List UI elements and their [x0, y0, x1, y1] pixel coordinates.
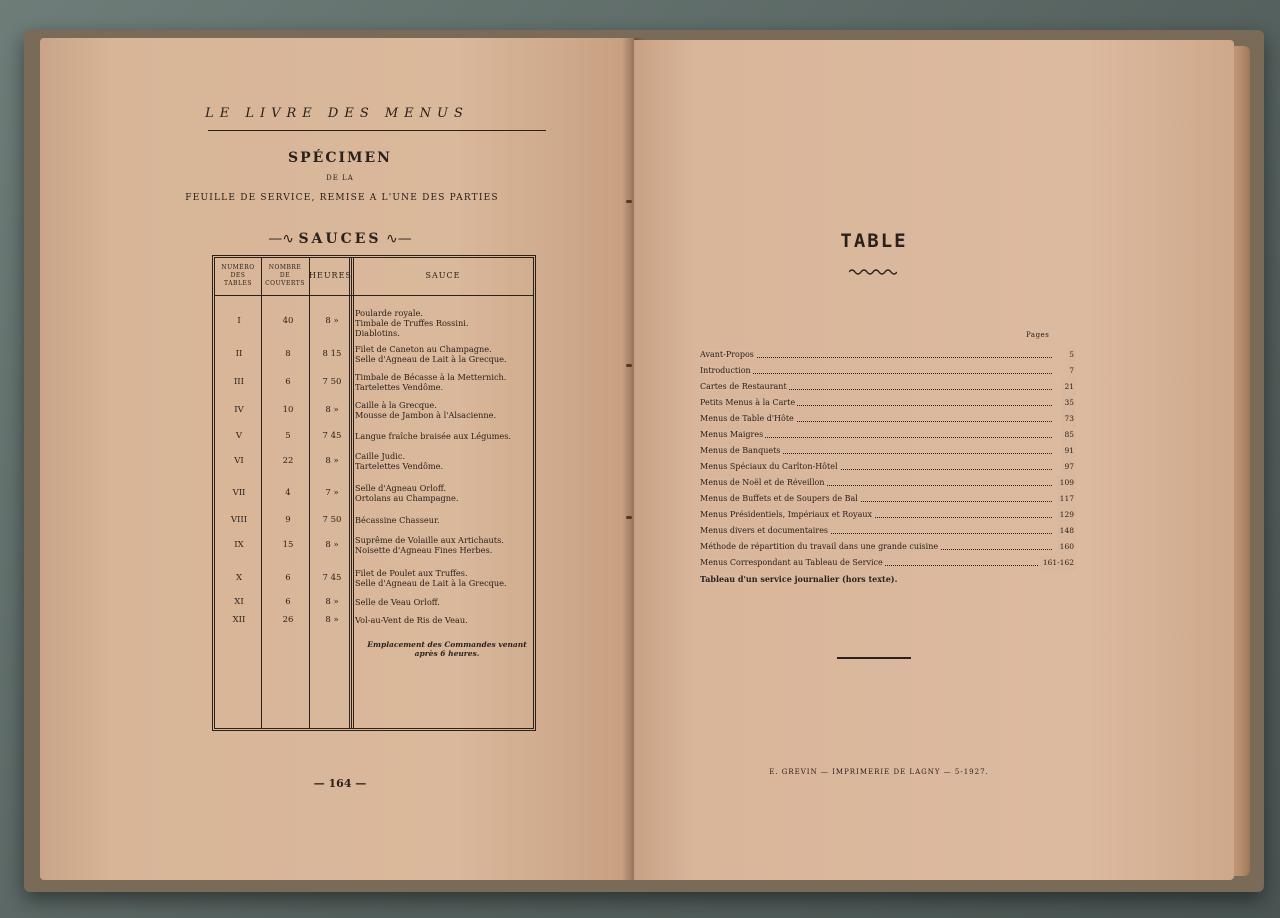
page-number: — 164 — — [313, 777, 367, 790]
toc-title: Introduction — [700, 366, 751, 375]
toc-page: 129 — [1057, 507, 1076, 523]
header-numero-line3: TABLES — [224, 280, 252, 287]
dish-line: Bécassine Chasseur. — [355, 515, 440, 525]
row-heures: 7 45 — [322, 431, 342, 441]
row-couverts: 4 — [285, 488, 291, 498]
table-of-contents — [700, 347, 1076, 587]
table-row — [215, 483, 533, 510]
toc-page: 97 — [1061, 459, 1076, 475]
sauces-title: SAUCES — [298, 231, 382, 247]
toc-entry — [700, 395, 1076, 411]
toc-title: Avant-Propos — [700, 350, 754, 359]
header-numero — [215, 264, 261, 288]
row-heures: 7 » — [325, 488, 339, 498]
toc-entry — [700, 363, 1076, 379]
dish-line: Caille à la Grecque. — [355, 400, 437, 410]
dish-line: Filet de Caneton au Champagne. — [355, 344, 492, 354]
dish-line: Mousse de Jambon à l'Alsacienne. — [355, 410, 497, 420]
toc-title: Menus de Table d'Hôte — [700, 414, 794, 423]
dish-line: Ortolans au Champagne. — [355, 493, 459, 503]
ornament-right-icon: ∿— — [381, 231, 412, 247]
toc-title: Cartes de Restaurant — [700, 382, 787, 391]
dish-line: Selle d'Agneau Orloff. — [355, 483, 446, 493]
toc-entry — [700, 523, 1076, 539]
toc-entry — [700, 491, 1076, 507]
dish-line: Langue fraîche braisée aux Légumes. — [355, 431, 512, 441]
table-row — [215, 451, 533, 478]
row-couverts: 15 — [282, 540, 294, 550]
table-row — [215, 344, 533, 371]
service-sheet-table — [212, 255, 536, 731]
left-page — [40, 38, 634, 880]
table-row — [215, 400, 533, 427]
row-couverts: 8 — [285, 349, 291, 359]
dish-line: Vol-au-Vent de Ris de Veau. — [355, 615, 468, 625]
toc-page: 5 — [1066, 347, 1076, 363]
toc-entry — [700, 443, 1076, 459]
row-couverts: 40 — [282, 316, 294, 326]
dish-line: Diablotins. — [355, 328, 400, 338]
row-table-number: X — [235, 573, 243, 583]
row-couverts: 26 — [282, 615, 294, 625]
toc-entry — [700, 507, 1076, 523]
row-table-number: II — [235, 349, 243, 359]
dish-line: Tartelettes Vendôme. — [355, 382, 444, 392]
toc-page: 7 — [1066, 363, 1076, 379]
row-couverts: 6 — [285, 597, 291, 607]
toc-title: Menus de Noël et de Réveillon — [700, 478, 825, 487]
toc-page: 85 — [1061, 427, 1076, 443]
table-row — [215, 568, 533, 595]
toc-page: 109 — [1057, 475, 1076, 491]
specimen-title: SPÉCIMEN — [288, 150, 392, 166]
row-heures: 8 » — [325, 316, 339, 326]
toc-entry — [700, 459, 1076, 475]
row-heures: 8 » — [325, 456, 339, 466]
dish-line: Timbale de Bécasse à la Metternich. — [355, 372, 507, 382]
row-heures: 8 15 — [322, 349, 342, 359]
row-table-number: XII — [232, 615, 246, 625]
toc-entry — [700, 475, 1076, 491]
right-page — [634, 40, 1234, 880]
toc-title: Menus divers et documentaires — [700, 526, 829, 535]
toc-page: 117 — [1057, 491, 1076, 507]
toc-page: 161-162 — [1040, 555, 1076, 571]
header-heures: HEURES — [309, 271, 352, 280]
toc-page: 73 — [1061, 411, 1076, 427]
sauces-heading — [40, 231, 634, 247]
row-couverts: 5 — [285, 431, 291, 441]
row-table-number: VI — [234, 456, 244, 466]
row-heures: 8 » — [325, 405, 339, 415]
dish-line: Suprême de Volaille aux Artichauts. — [355, 535, 504, 545]
row-table-number: IV — [234, 405, 244, 415]
row-couverts: 6 — [285, 377, 291, 387]
row-dishes — [355, 483, 537, 503]
binding-thread — [626, 516, 632, 519]
row-heures: 7 50 — [322, 377, 342, 387]
binding-thread — [626, 364, 632, 367]
row-dishes — [355, 451, 537, 471]
row-table-number: III — [233, 377, 245, 387]
dish-line: Selle d'Agneau de Lait à la Grecque. — [355, 354, 507, 364]
toc-page: 160 — [1057, 539, 1076, 555]
bottom-rule — [837, 657, 911, 659]
table-row — [215, 615, 533, 642]
toc-entry — [700, 571, 1076, 587]
row-heures: 8 » — [325, 615, 339, 625]
dish-line: Filet de Poulet aux Truffes. — [355, 568, 468, 578]
toc-page: 91 — [1061, 443, 1076, 459]
row-dishes — [355, 515, 537, 525]
row-dishes — [355, 597, 537, 607]
toc-entry — [700, 379, 1076, 395]
toc-title: Petits Menus à la Carte — [700, 398, 796, 407]
toc-title: Menus Maigres — [700, 430, 764, 439]
squiggle-ornament-icon — [849, 268, 897, 276]
row-table-number: VII — [232, 488, 246, 498]
dish-line: Selle d'Agneau de Lait à la Grecque. — [355, 578, 507, 588]
header-nombre-line2: DE — [279, 272, 291, 279]
ornament-left-icon: —∿ — [268, 231, 299, 247]
specimen-subtitle: DE LA — [326, 174, 354, 182]
toc-title: Menus Correspondant au Tableau de Service — [700, 558, 883, 567]
row-table-number: IX — [234, 540, 244, 550]
row-dishes — [355, 372, 537, 392]
toc-entry — [700, 427, 1076, 443]
row-heures: 8 » — [325, 540, 339, 550]
table-row — [215, 308, 533, 338]
row-dishes — [355, 431, 537, 441]
header-numero-line2: DES — [230, 272, 246, 279]
row-couverts: 10 — [282, 405, 294, 415]
dish-line: Poularde royale. — [355, 308, 423, 318]
row-dishes — [355, 535, 537, 555]
binding-thread — [626, 200, 632, 203]
row-dishes — [355, 615, 537, 625]
row-table-number: V — [235, 431, 243, 441]
row-dishes — [355, 400, 537, 420]
row-heures: 7 45 — [322, 573, 342, 583]
header-divider — [215, 295, 533, 296]
row-couverts: 6 — [285, 573, 291, 583]
table-row — [215, 535, 533, 562]
header-nombre — [261, 264, 309, 288]
toc-entry — [700, 539, 1076, 555]
row-table-number: XI — [234, 597, 244, 607]
row-heures: 7 50 — [322, 515, 342, 525]
toc-entry — [700, 411, 1076, 427]
head-rule — [208, 130, 546, 131]
row-dishes — [355, 568, 537, 588]
header-sauce: SAUCE — [425, 271, 461, 280]
dish-line: Noisette d'Agneau Fines Herbes. — [355, 545, 493, 555]
toc-entry — [700, 347, 1076, 363]
specimen-description: FEUILLE DE SERVICE, REMISE A L'UNE DES PARTIES — [185, 193, 499, 203]
toc-page: 21 — [1061, 379, 1076, 395]
table-row — [215, 372, 533, 399]
toc-title: Menus de Buffets et de Soupers de Bal — [700, 494, 858, 503]
dish-line: Tartelettes Vendôme. — [355, 461, 444, 471]
footnote: Emplacement des Commandes venant après 6 heures. — [367, 640, 527, 658]
page-title: TABLE — [840, 230, 908, 252]
row-dishes — [355, 344, 537, 364]
dish-line: Caille Judic. — [355, 451, 406, 461]
header-numero-line1: NUMÉRO — [221, 264, 255, 271]
header-nombre-line1: NOMBRE — [268, 264, 302, 271]
row-table-number: VIII — [230, 515, 248, 525]
toc-page: 148 — [1057, 523, 1076, 539]
row-couverts: 22 — [282, 456, 294, 466]
toc-title: Menus Présidentiels, Impériaux et Royaux — [700, 510, 872, 519]
dish-line: Selle de Veau Orloff. — [355, 597, 440, 607]
dish-line: Timbale de Truffes Rossini. — [355, 318, 469, 328]
pages-column-label: Pages — [1026, 331, 1050, 339]
toc-entry — [700, 555, 1076, 571]
toc-title: Menus de Banquets — [700, 446, 781, 455]
toc-title: Menus Spéciaux du Carlton-Hôtel — [700, 462, 838, 471]
header-nombre-line3: COUVERTS — [265, 280, 305, 287]
row-table-number: I — [237, 316, 241, 326]
printer-imprint: E. GREVIN — IMPRIMERIE DE LAGNY — 5-1927. — [769, 768, 989, 776]
toc-title: Méthode de répartition du travail dans une grande cuisine — [700, 542, 939, 551]
running-head: LE LIVRE DES MENUS — [205, 106, 469, 121]
toc-title: Tableau d'un service journalier (hors texte). — [700, 574, 898, 584]
row-heures: 8 » — [325, 597, 339, 607]
row-dishes — [355, 308, 537, 338]
toc-page: 35 — [1061, 395, 1076, 411]
row-couverts: 9 — [285, 515, 291, 525]
